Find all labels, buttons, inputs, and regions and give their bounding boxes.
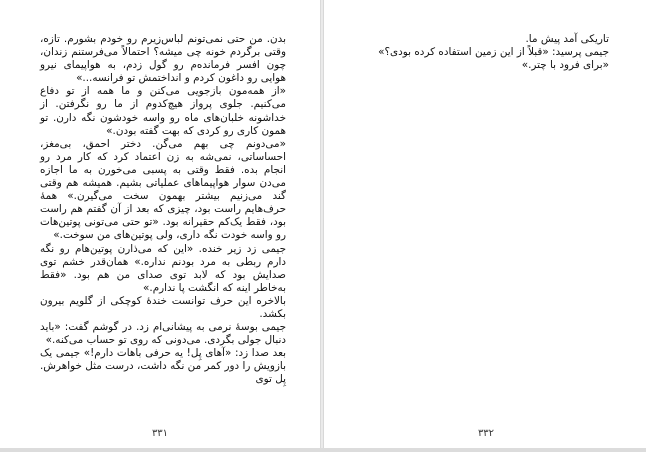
paragraph: «از همه‌مون بازجویی می‌کنن و ما همه از تو دفاع می‌کنیم. جلوی پرواز هیچ‌کدوم از ما رو نگرفتن. از خداشونه خلبان‌های ماه رو واسه خودشون نگه دارن. تو همون کاری رو کردی که بهت گفته بودن.» <box>40 85 286 137</box>
left-page <box>0 0 320 448</box>
paragraph: جیمی زد زیر خنده. «این که می‌ذارن پوتین‌هام رو نگه دارم ربطی به مرد بودنم نداره.» همان‌قدر خشم توی صدایش بود که لابد توی صدای من هم بود. «فقط به‌خاطر اینه که انگشت پا ندارم.» <box>40 242 286 294</box>
paragraph: جیمی پرسید: «قبلاً از این زمین استفاده کرده بودی؟» <box>378 46 609 59</box>
page-bottom-edge <box>0 448 646 452</box>
right-page-text <box>357 33 609 72</box>
paragraph: تاریکی آمد پیش ما. <box>525 33 609 45</box>
paragraph: جیمی بوسهٔ نرمی به پیشانی‌ام زد. در گوشم گفت: «باید دنبال جولی بگردی. می‌دونی که روی تو حساب می‌کنه.» <box>40 321 286 347</box>
paragraph: «می‌دونم چی بهم می‌گن. دختر احمق، بی‌مغز، احساساتی، نمی‌شه به زن اعتماد کرد که کار مرد رو انجام بده. فقط وقتی به پسبی می‌خورن به ما اجازه می‌دن سوار هواپیماهای عملیاتی بشیم. همیشه هم وقتی گند می‌زنیم بیشتر بهمون سخت می‌گیرن.» همهٔ حرف‌هایم راست بود، چیزی که بعد از آن گفتم هم راست بود، فقط یک‌کم حقیرانه بود. «تو حتی می‌تونی پوتین‌هات رو واسه خودت نگه داری، ولی پوتین‌های من سوخت.» <box>40 137 286 242</box>
paragraph: بدن. من حتی نمی‌تونم لباس‌زیرم رو خودم بشورم. تازه، وقتی برگردم خونه چی میشه؟ احتمالاً می‌فرستنم زندان، چون افسر فرمانده‌م رو گول زدم، به هواپیمای نیرو هوایی رو داغون کردم و انداختمش تو فرانسه...» <box>40 33 286 85</box>
paragraph: «برای فرود با چتر.» <box>521 59 609 72</box>
paragraph: بالاخره این حرف توانست خندهٔ کوچکی از گلویم بیرون بکشد. <box>40 294 286 320</box>
left-page-text <box>40 33 286 387</box>
right-page <box>324 0 646 448</box>
paragraph: بعد صدا زد: «آهای پِل! یه حرفی باهات دارم!» جیمی یک بازویش را دور کمر من نگه داشت، درست مثل خواهرش. پِل توی <box>40 347 286 386</box>
page-number: ۳۳۱ <box>151 428 169 439</box>
page-number: ۳۳۲ <box>477 428 495 439</box>
